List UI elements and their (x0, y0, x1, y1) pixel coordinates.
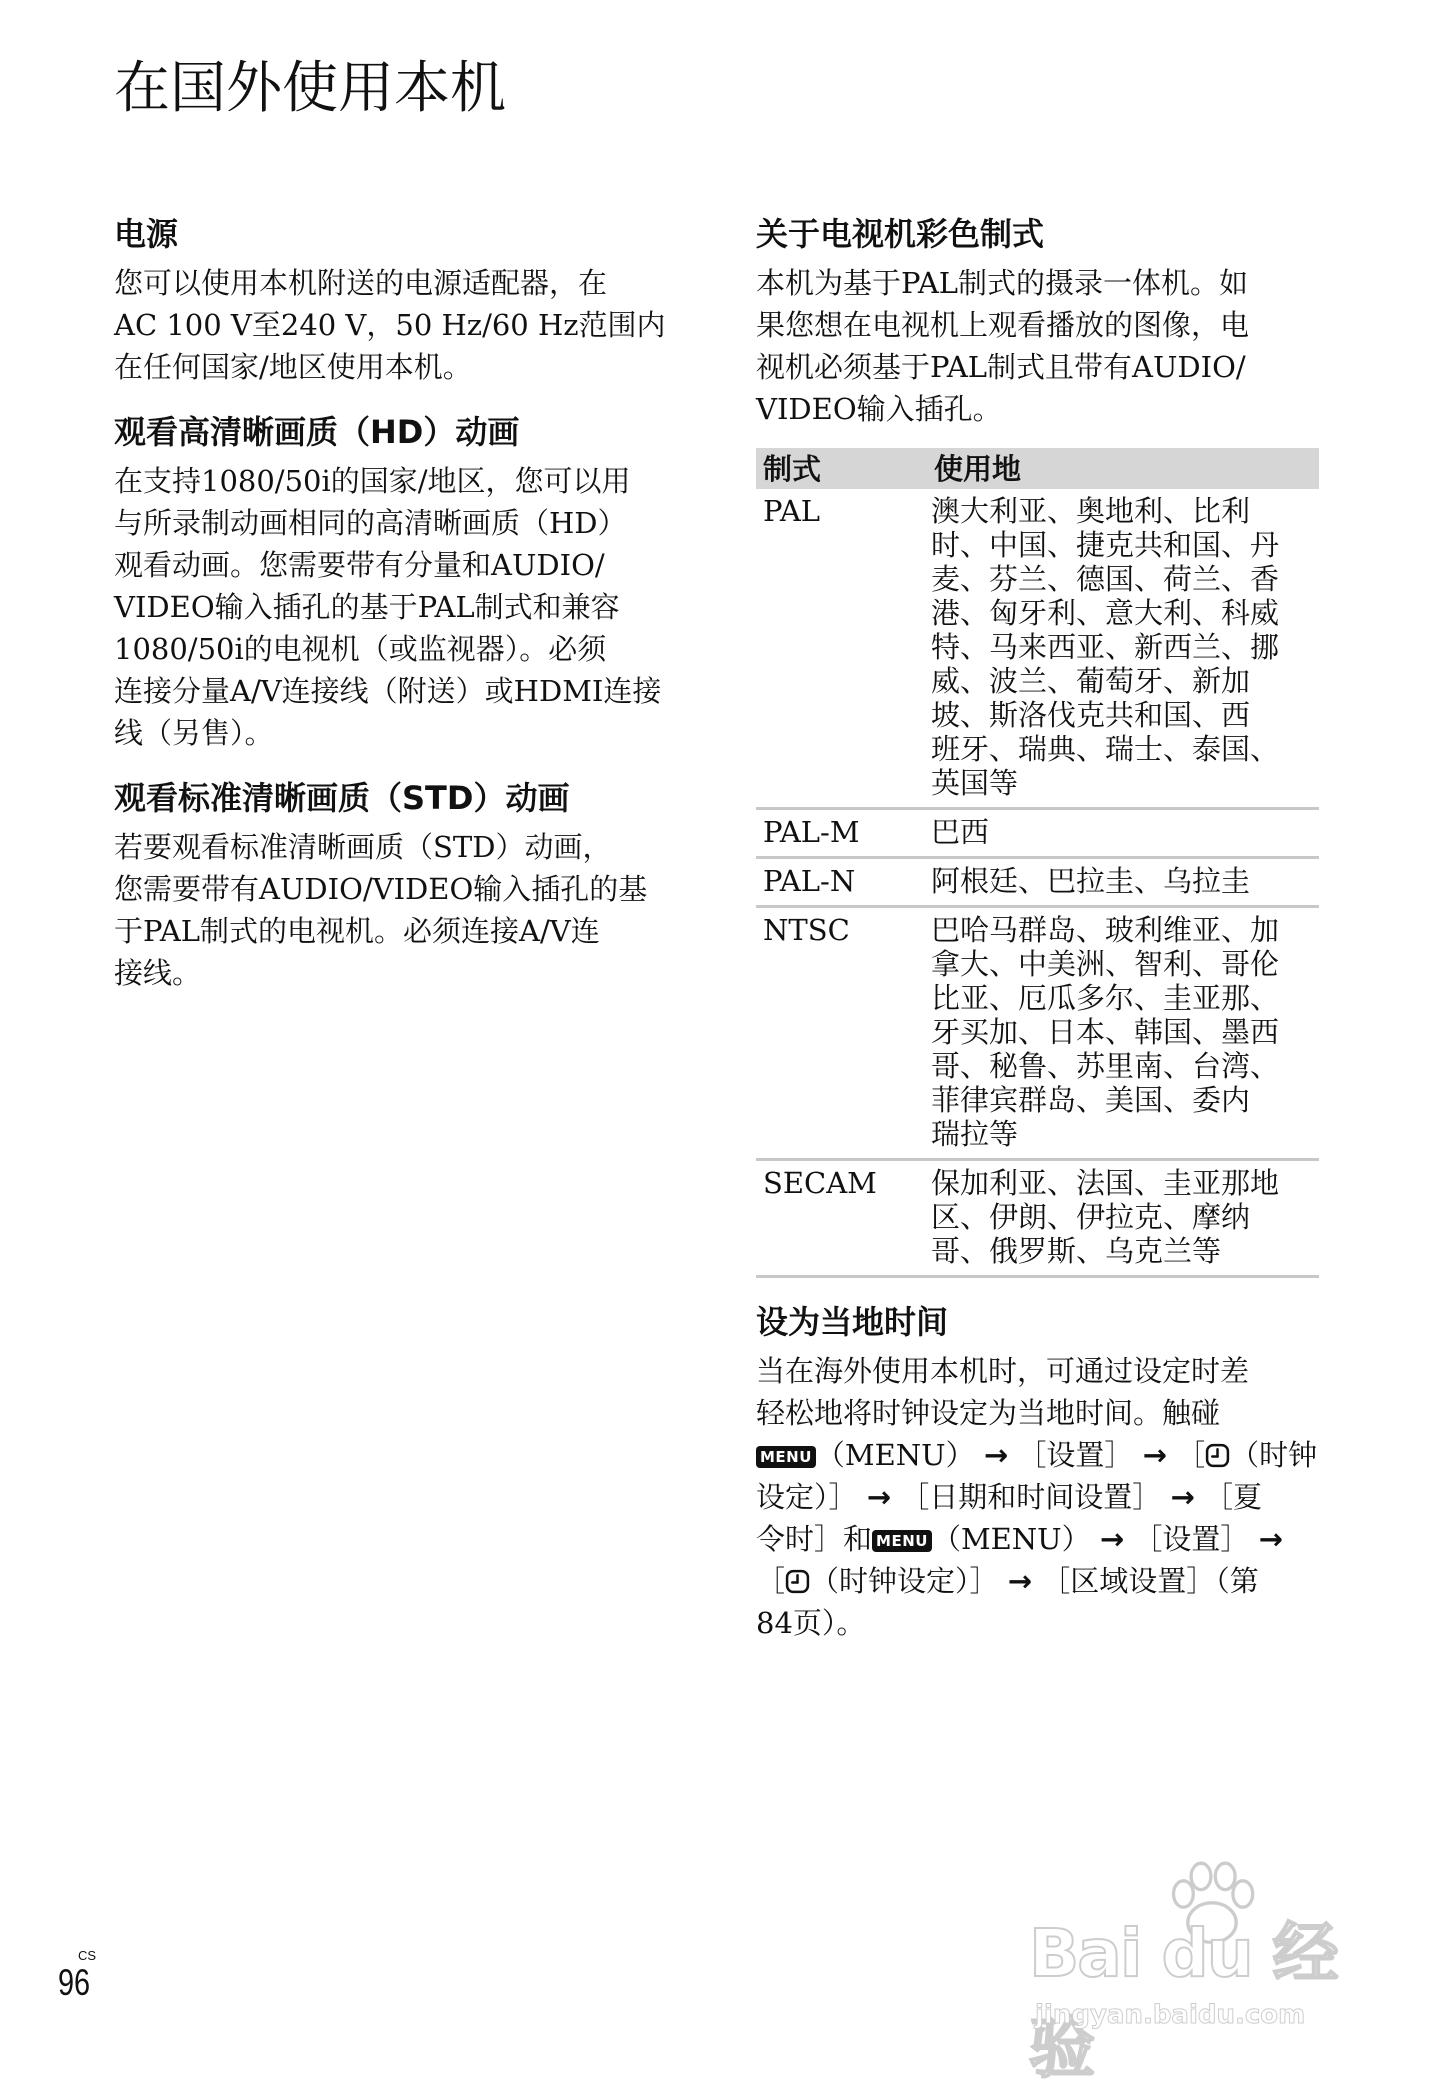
hd-section (114, 410, 689, 754)
cell-line: 保加利亚、法国、圭亚那地 (931, 1166, 1280, 1200)
settings-step: ［设置］ (1017, 1438, 1134, 1472)
arrow-icon: → (866, 1480, 892, 1514)
table-row (756, 1160, 1319, 1277)
system-cell: SECAM (756, 1160, 927, 1277)
area-setting-step: ［区域设置］（第 (1041, 1564, 1259, 1598)
table-row (756, 489, 1319, 809)
watermark-brand: Bai du 经验 (1029, 1915, 1337, 2087)
summer-time-step: ［夏 (1204, 1480, 1263, 1514)
right-column (756, 212, 1319, 1644)
text-line: 与所录制动画相同的高清晰画质（HD） (114, 506, 627, 540)
left-column (114, 212, 689, 994)
text-line: VIDEO输入插孔。 (756, 392, 1002, 426)
text-line: 在支持1080/50i的国家/地区，您可以用 (114, 464, 631, 498)
power-text (114, 262, 689, 388)
tv-system-section (756, 212, 1319, 1278)
text-line: 接线。 (114, 956, 202, 990)
cell-line: 阿根廷、巴拉圭、乌拉圭 (931, 864, 1251, 898)
countries-cell (927, 1160, 1319, 1277)
cell-line: 哥、秘鲁、苏里南、台湾、 (931, 1049, 1280, 1083)
text-line: 若要观看标准清晰画质（STD）动画， (114, 830, 612, 864)
countries-cell (927, 858, 1319, 907)
text-line: 视机必须基于PAL制式且带有AUDIO/ (756, 350, 1246, 384)
clock-icon (785, 1569, 810, 1594)
cell-line: 班牙、瑞典、瑞士、泰国、 (931, 732, 1280, 766)
text-line: 于PAL制式的电视机。必须连接A/V连 (114, 914, 600, 948)
page-number: 96 (58, 1962, 91, 2003)
system-cell: NTSC (756, 907, 927, 1160)
text-line: 您可以使用本机附送的电源适配器，在 (114, 266, 608, 300)
countries-cell (927, 907, 1319, 1160)
system-cell: PAL-M (756, 809, 927, 858)
text-line: 1080/50i的电视机（或监视器）。必须 (114, 632, 607, 666)
cell-line: 拿大、中美洲、智利、哥伦 (931, 947, 1280, 981)
text-line: 连接分量A/V连接线（附送）或HDMI连接 (114, 674, 662, 708)
text-line: 线（另售）。 (114, 716, 274, 750)
cell-line: 英国等 (931, 766, 1019, 800)
arrow-icon: → (1170, 1480, 1195, 1514)
page-title: 在国外使用本机 (114, 56, 506, 121)
text-line: 在任何国家/地区使用本机。 (114, 350, 472, 384)
cell-line: 区、伊朗、伊拉克、摩纳 (931, 1200, 1251, 1234)
menu-word: （MENU） (815, 1438, 975, 1472)
local-time-text (756, 1350, 1319, 1644)
clock-setting-step: （时钟 (1230, 1438, 1318, 1472)
system-cell: PAL-N (756, 858, 927, 907)
menu-key-icon: MENU (872, 1530, 932, 1552)
cell-line: 巴哈马群岛、玻利维亚、加 (931, 913, 1280, 947)
summer-time-step-end: 令时］和 (756, 1522, 873, 1556)
arrow-icon: → (1007, 1564, 1033, 1598)
bracket-open: ［ (756, 1564, 786, 1598)
text-line: 果您想在电视机上观看播放的图像，电 (756, 308, 1250, 342)
arrow-icon: → (1258, 1522, 1283, 1556)
std-section (114, 776, 689, 994)
tv-system-heading: 关于电视机彩色制式 (756, 215, 1045, 253)
bracket-open: ［ (1176, 1438, 1206, 1472)
clock-icon (1205, 1443, 1230, 1468)
text-line: AC 100 V至240 V，50 Hz/60 Hz范围内 (114, 308, 666, 342)
arrow-icon: → (1142, 1438, 1167, 1472)
clock-setting-step-end: 设定）］ (756, 1480, 858, 1514)
cell-line: 瑞拉等 (931, 1117, 1019, 1151)
cell-line: 特、马来西亚、新西兰、挪 (931, 630, 1280, 664)
countries-cell (927, 489, 1319, 809)
page-language-code: CS (78, 1948, 97, 1963)
baidu-watermark (1029, 1850, 1379, 2087)
table-row (756, 858, 1319, 907)
arrow-icon: → (983, 1438, 1009, 1472)
cell-line: 牙买加、日本、韩国、墨西 (931, 1015, 1280, 1049)
date-time-setting-step: ［日期和时间设置］ (900, 1480, 1162, 1514)
text-line: 本机为基于PAL制式的摄录一体机。如 (756, 266, 1249, 300)
tv-system-text (756, 262, 1319, 430)
page-reference: 84页）。 (756, 1606, 866, 1640)
text-line: 当在海外使用本机时，可通过设定时差 (756, 1354, 1250, 1388)
cell-line: 麦、芬兰、德国、荷兰、香 (931, 562, 1280, 596)
cell-line: 坡、斯洛伐克共和国、西 (931, 698, 1251, 732)
cell-line: 威、波兰、葡萄牙、新加 (931, 664, 1251, 698)
table-header-row (756, 448, 1319, 489)
local-time-section (756, 1300, 1319, 1644)
hd-heading: 观看高清晰画质（HD）动画 (114, 413, 520, 451)
table-row (756, 809, 1319, 858)
settings-step: ［设置］ (1133, 1522, 1250, 1556)
system-cell: PAL (756, 489, 927, 809)
cell-line: 比亚、厄瓜多尔、圭亚那、 (931, 981, 1280, 1015)
cell-line: 澳大利亚、奥地利、比利 (931, 494, 1251, 528)
column-header-region: 使用地 (927, 448, 1319, 489)
arrow-icon: → (1099, 1522, 1125, 1556)
menu-key-icon: MENU (756, 1446, 816, 1468)
std-text (114, 826, 689, 994)
text-line: VIDEO输入插孔的基于PAL制式和兼容 (114, 590, 620, 624)
cell-line: 时、中国、捷克共和国、丹 (931, 528, 1280, 562)
color-system-table (756, 448, 1319, 1278)
text-line: 观看动画。您需要带有分量和AUDIO/ (114, 548, 605, 582)
cell-line: 菲律宾群岛、美国、委内 (931, 1083, 1251, 1117)
text-line: 您需要带有AUDIO/VIDEO输入插孔的基 (114, 872, 648, 906)
local-time-heading: 设为当地时间 (756, 1303, 949, 1341)
hd-text (114, 460, 689, 754)
clock-setting-step: （时钟设定）］ (810, 1564, 999, 1598)
text-line: 轻松地将时钟设定为当地时间。触碰 (756, 1396, 1221, 1430)
cell-line: 港、匈牙利、意大利、科威 (931, 596, 1280, 630)
power-section (114, 212, 689, 388)
table-row (756, 907, 1319, 1160)
power-heading: 电源 (114, 215, 179, 253)
menu-word: （MENU） (931, 1522, 1091, 1556)
std-heading: 观看标准清晰画质（STD）动画 (114, 779, 570, 817)
watermark-url: jingyan.baidu.com (1035, 2000, 1306, 2030)
column-header-system: 制式 (756, 448, 927, 489)
cell-line: 巴西 (931, 815, 990, 849)
countries-cell (927, 809, 1319, 858)
cell-line: 哥、俄罗斯、乌克兰等 (931, 1234, 1222, 1268)
